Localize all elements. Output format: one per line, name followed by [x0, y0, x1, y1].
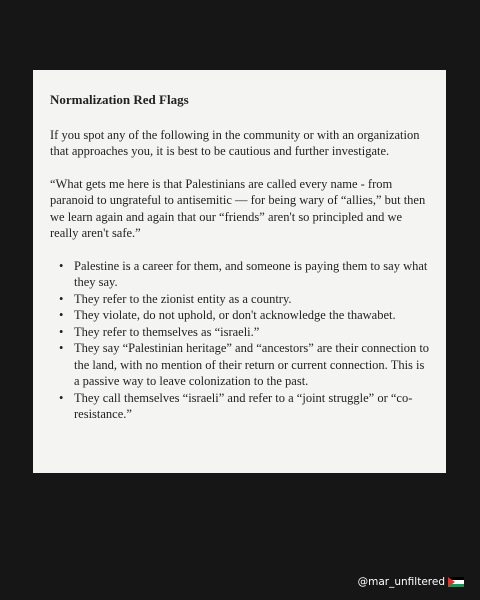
list-item-text: They violate, do not uphold, or don't acknowledge the thawabet.	[74, 308, 396, 323]
bullet-icon: •	[59, 258, 64, 273]
account-handle[interactable]	[358, 576, 464, 588]
list-item-text: They say “Palestinian heritage” and “ancestors” are their connection to the land, with no mention of their return or current connection. This is a passive way to leave colonization to the past.	[74, 341, 430, 389]
list-item	[50, 258, 430, 291]
quote-paragraph: “What gets me here is that Palestinians are called every name - from paranoid to ungrateful to antisemitic — for being wary of “allies,” but then we learn again and again that our “friends” aren't so principled and we really aren't safe.”	[50, 176, 426, 241]
card-title: Normalization Red Flags	[50, 92, 189, 107]
list-item	[50, 307, 430, 324]
list-item-text: They call themselves “israeli” and refer to a “joint struggle” or “co-resistance.”	[74, 390, 413, 422]
list-item	[50, 324, 430, 341]
red-flags-list	[50, 258, 430, 423]
bullet-icon: •	[59, 390, 64, 405]
intro-paragraph: If you spot any of the following in the community or with an organization that approaches you, it is best to be cautious and further investigate.	[50, 127, 420, 159]
list-item-text: They refer to themselves as “israeli.”	[74, 324, 260, 339]
handle-text: @mar_unfiltered	[357, 576, 445, 588]
content-card	[33, 70, 446, 473]
bullet-icon: •	[59, 324, 64, 339]
list-item	[50, 390, 430, 423]
palestine-flag-icon	[448, 577, 464, 588]
bullet-icon: •	[59, 308, 64, 323]
list-item	[50, 340, 430, 390]
list-item	[50, 291, 430, 308]
list-item-text: Palestine is a career for them, and someone is paying them to say what they say.	[74, 258, 428, 290]
list-item-text: They refer to the zionist entity as a country.	[74, 291, 292, 306]
bullet-icon: •	[59, 341, 64, 356]
bullet-icon: •	[59, 291, 64, 306]
